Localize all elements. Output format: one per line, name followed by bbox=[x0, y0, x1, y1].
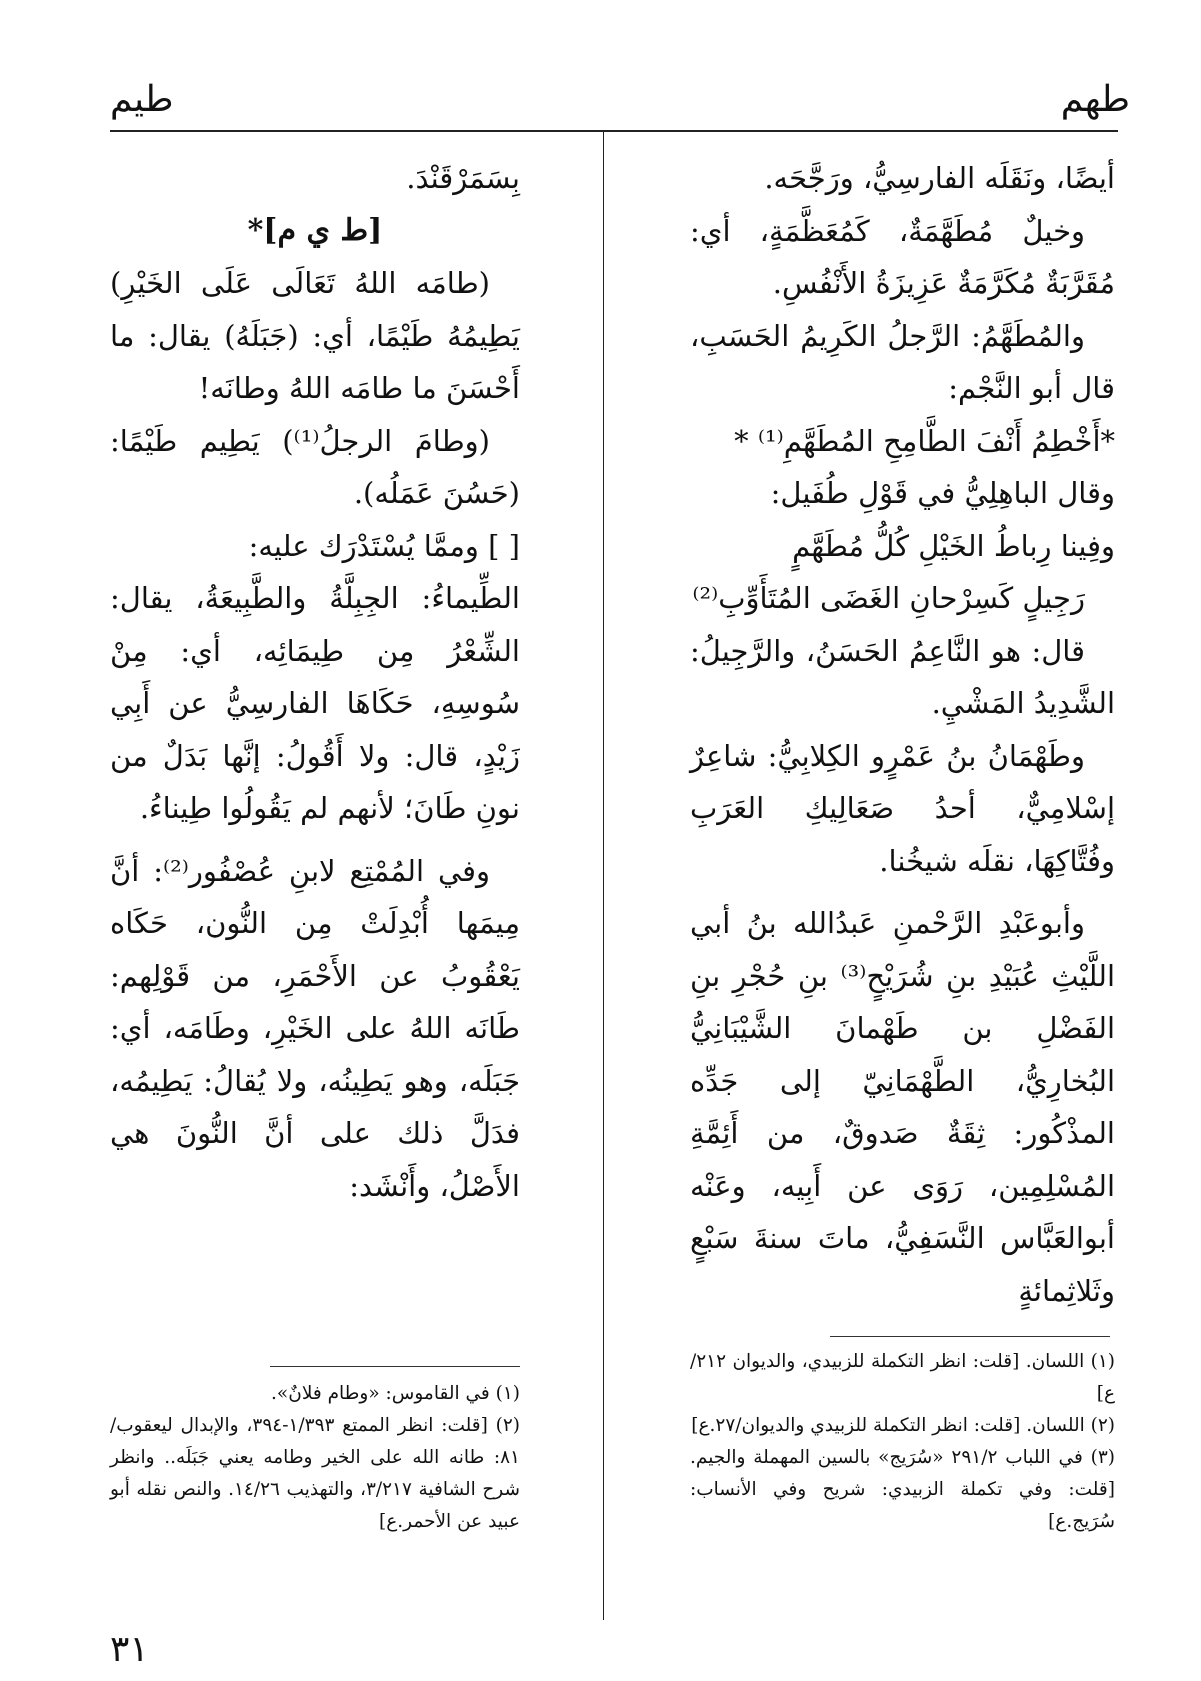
running-head-left: طيم bbox=[110, 79, 174, 120]
paragraph: الطِّيماءُ: الجِبِلَّةُ والطَّبِيعَةُ، يقال: الشِّعْرُ مِن طِيمَائِه، أي: مِنْ سُوسِهِ، حَكَاهَا الفارسِيُّ عن أَبِي زَيْدٍ، قال: ولا أَقُولُ: إنَّها بَدَلٌ من نونِ طَانَ؛ لأنهم لم يَقُولُوا طِيناءُ. bbox=[110, 581, 520, 825]
paragraph: [ ] وممَّا يُسْتَدْرَك عليه: bbox=[248, 528, 520, 563]
page-number: ٣١ bbox=[110, 1629, 149, 1670]
paragraph: أيضًا، ونَقَلَه الفارسِيُّ، ورَجَّحَه. bbox=[764, 161, 1115, 195]
paragraph: وفي المُمْتِع لابنِ عُصْفُور⁽²⁾: أنَّ مِيمَها أُبْدِلَتْ مِن النُّون، حَكَاه يَعْقُوبُ عن الأَحْمَرِ، من قَوْلِهم: طَانَه اللهُ على الخَيْرِ، وطَامَه، أي: جَبَلَه، وهو يَطِينُه، ولا يُقالُ: يَطِيمُه، فدَلَّ ذلك على أنَّ النُّونَ هي الأَصْلُ، وأَنْشَد: bbox=[110, 853, 520, 1203]
footnotes-left bbox=[110, 1378, 520, 1538]
footnote: (٢) اللسان. [قلت: انظر التكملة للزبيدي والديوان/٢٧.ع] bbox=[691, 1415, 1115, 1436]
running-head-right: طهم bbox=[1060, 79, 1130, 120]
paragraph: وأبوعَبْدِ الرَّحْمنِ عَبدُالله بنُ أبي اللَّيْثِ عُبَيْدِ بنِ شُرَيْحٍ⁽³⁾ بنِ حُجْرِ بنِ الفَضْلِ بن طَهْمانَ الشَّيْبَانِيُّ البُخارِيُّ، الطَّهْمَانِيّ إلى جَدِّه المذْكُور: ثِقَةٌ صَدوقٌ، من أَئِمَّةِ المُسْلِمِين، رَوَى عن أَبِيه، وعَنْه أبوالعَبَّاس النَّسَفِيُّ، ماتَ سنةَ سَبْعٍ وثَلاثِمائةٍ bbox=[690, 906, 1115, 1308]
left-column bbox=[110, 152, 520, 1212]
entry-heading: [ط ي م]* bbox=[247, 212, 383, 248]
verse-line: *أَخْطِمُ أَنْفَ الطَّامِحِ المُطَهَّمِ⁽¹⁾ * bbox=[734, 423, 1115, 458]
paragraph: وطَهْمَانُ بنُ عَمْرٍو الكِلابِيُّ: شاعِرٌ إسْلامِيٌّ، أحدُ صَعَالِيكِ العَرَبِ وفُتَّاكِهَا، نقلَه شيخُنا. bbox=[690, 738, 1115, 878]
paragraph: والمُطَهَّمُ: الرَّجلُ الكَرِيمُ الحَسَبِ، قال أبو النَّجْم: bbox=[690, 318, 1115, 405]
paragraph: قال: هو النَّاعِمُ الحَسَنُ، والرَّجِيلُ: الشَّدِيدُ المَشْيِ. bbox=[690, 633, 1115, 720]
footnote: (٢) [قلت: انظر الممتع ١/٣٩٣-٣٩٤، والإبدال ليعقوب/٨١: طانه الله على الخير وطامه يعني جَبَلَه.. وانظر شرح الشافية ٣/٢١٧، والتهذيب ١٤/٢٦. والنص نقله أبو عبيد عن الأحمر.ع] bbox=[110, 1415, 520, 1532]
paragraph: (طامَه اللهُ تَعَالَى عَلَى الخَيْرِ) يَطِيمُهُ طَيْمًا، أي: (جَبَلَهُ) يقال: ما أَحْسَنَ ما طامَه اللهُ وطانَه! bbox=[110, 266, 520, 405]
paragraph: بِسَمَرْقَنْدَ. bbox=[406, 161, 520, 195]
footnote-rule-right bbox=[830, 1336, 1110, 1337]
verse-line: وفِينا رِباطُ الخَيْلِ كُلُّ مُطَهَّمٍ bbox=[792, 528, 1115, 563]
footnote-rule-left bbox=[270, 1366, 520, 1367]
footnotes-right bbox=[690, 1346, 1115, 1538]
header-rule bbox=[110, 130, 1118, 132]
footnote: (١) في القاموس: «وطام فلانٌ». bbox=[271, 1383, 520, 1404]
column-divider bbox=[603, 132, 604, 1620]
paragraph: وقال الباهِلِيُّ في قَوْلِ طُفَيل: bbox=[770, 476, 1115, 510]
right-column bbox=[690, 152, 1115, 1317]
footnote: (٣) في اللباب ٢٩١/٢ «سُرَيج» بالسين المهملة والجيم. [قلت: وفي تكملة الزبيدي: شريح وفي الأنساب: سُرَيج.ع] bbox=[690, 1447, 1115, 1532]
verse-line: رَجِيلٍ كَسِرْحانِ الغَضَى المُتَأَوِّبِ⁽²⁾ bbox=[692, 581, 1085, 615]
paragraph: (وطامَ الرجلُ⁽¹⁾) يَطِيم طَيْمًا: (حَسُنَ عَمَلُه). bbox=[110, 423, 520, 510]
footnote: (١) اللسان. [قلت: انظر التكملة للزبيدي، والديوان ٢١٢/ع] bbox=[690, 1351, 1115, 1404]
paragraph: وخيلٌ مُطَهَّمَةٌ، كَمُعَظَّمَةٍ، أي: مُقَرَّبَةٌ مُكَرَّمَةٌ عَزِيزَةُ الأَنْفُسِ. bbox=[690, 213, 1115, 300]
